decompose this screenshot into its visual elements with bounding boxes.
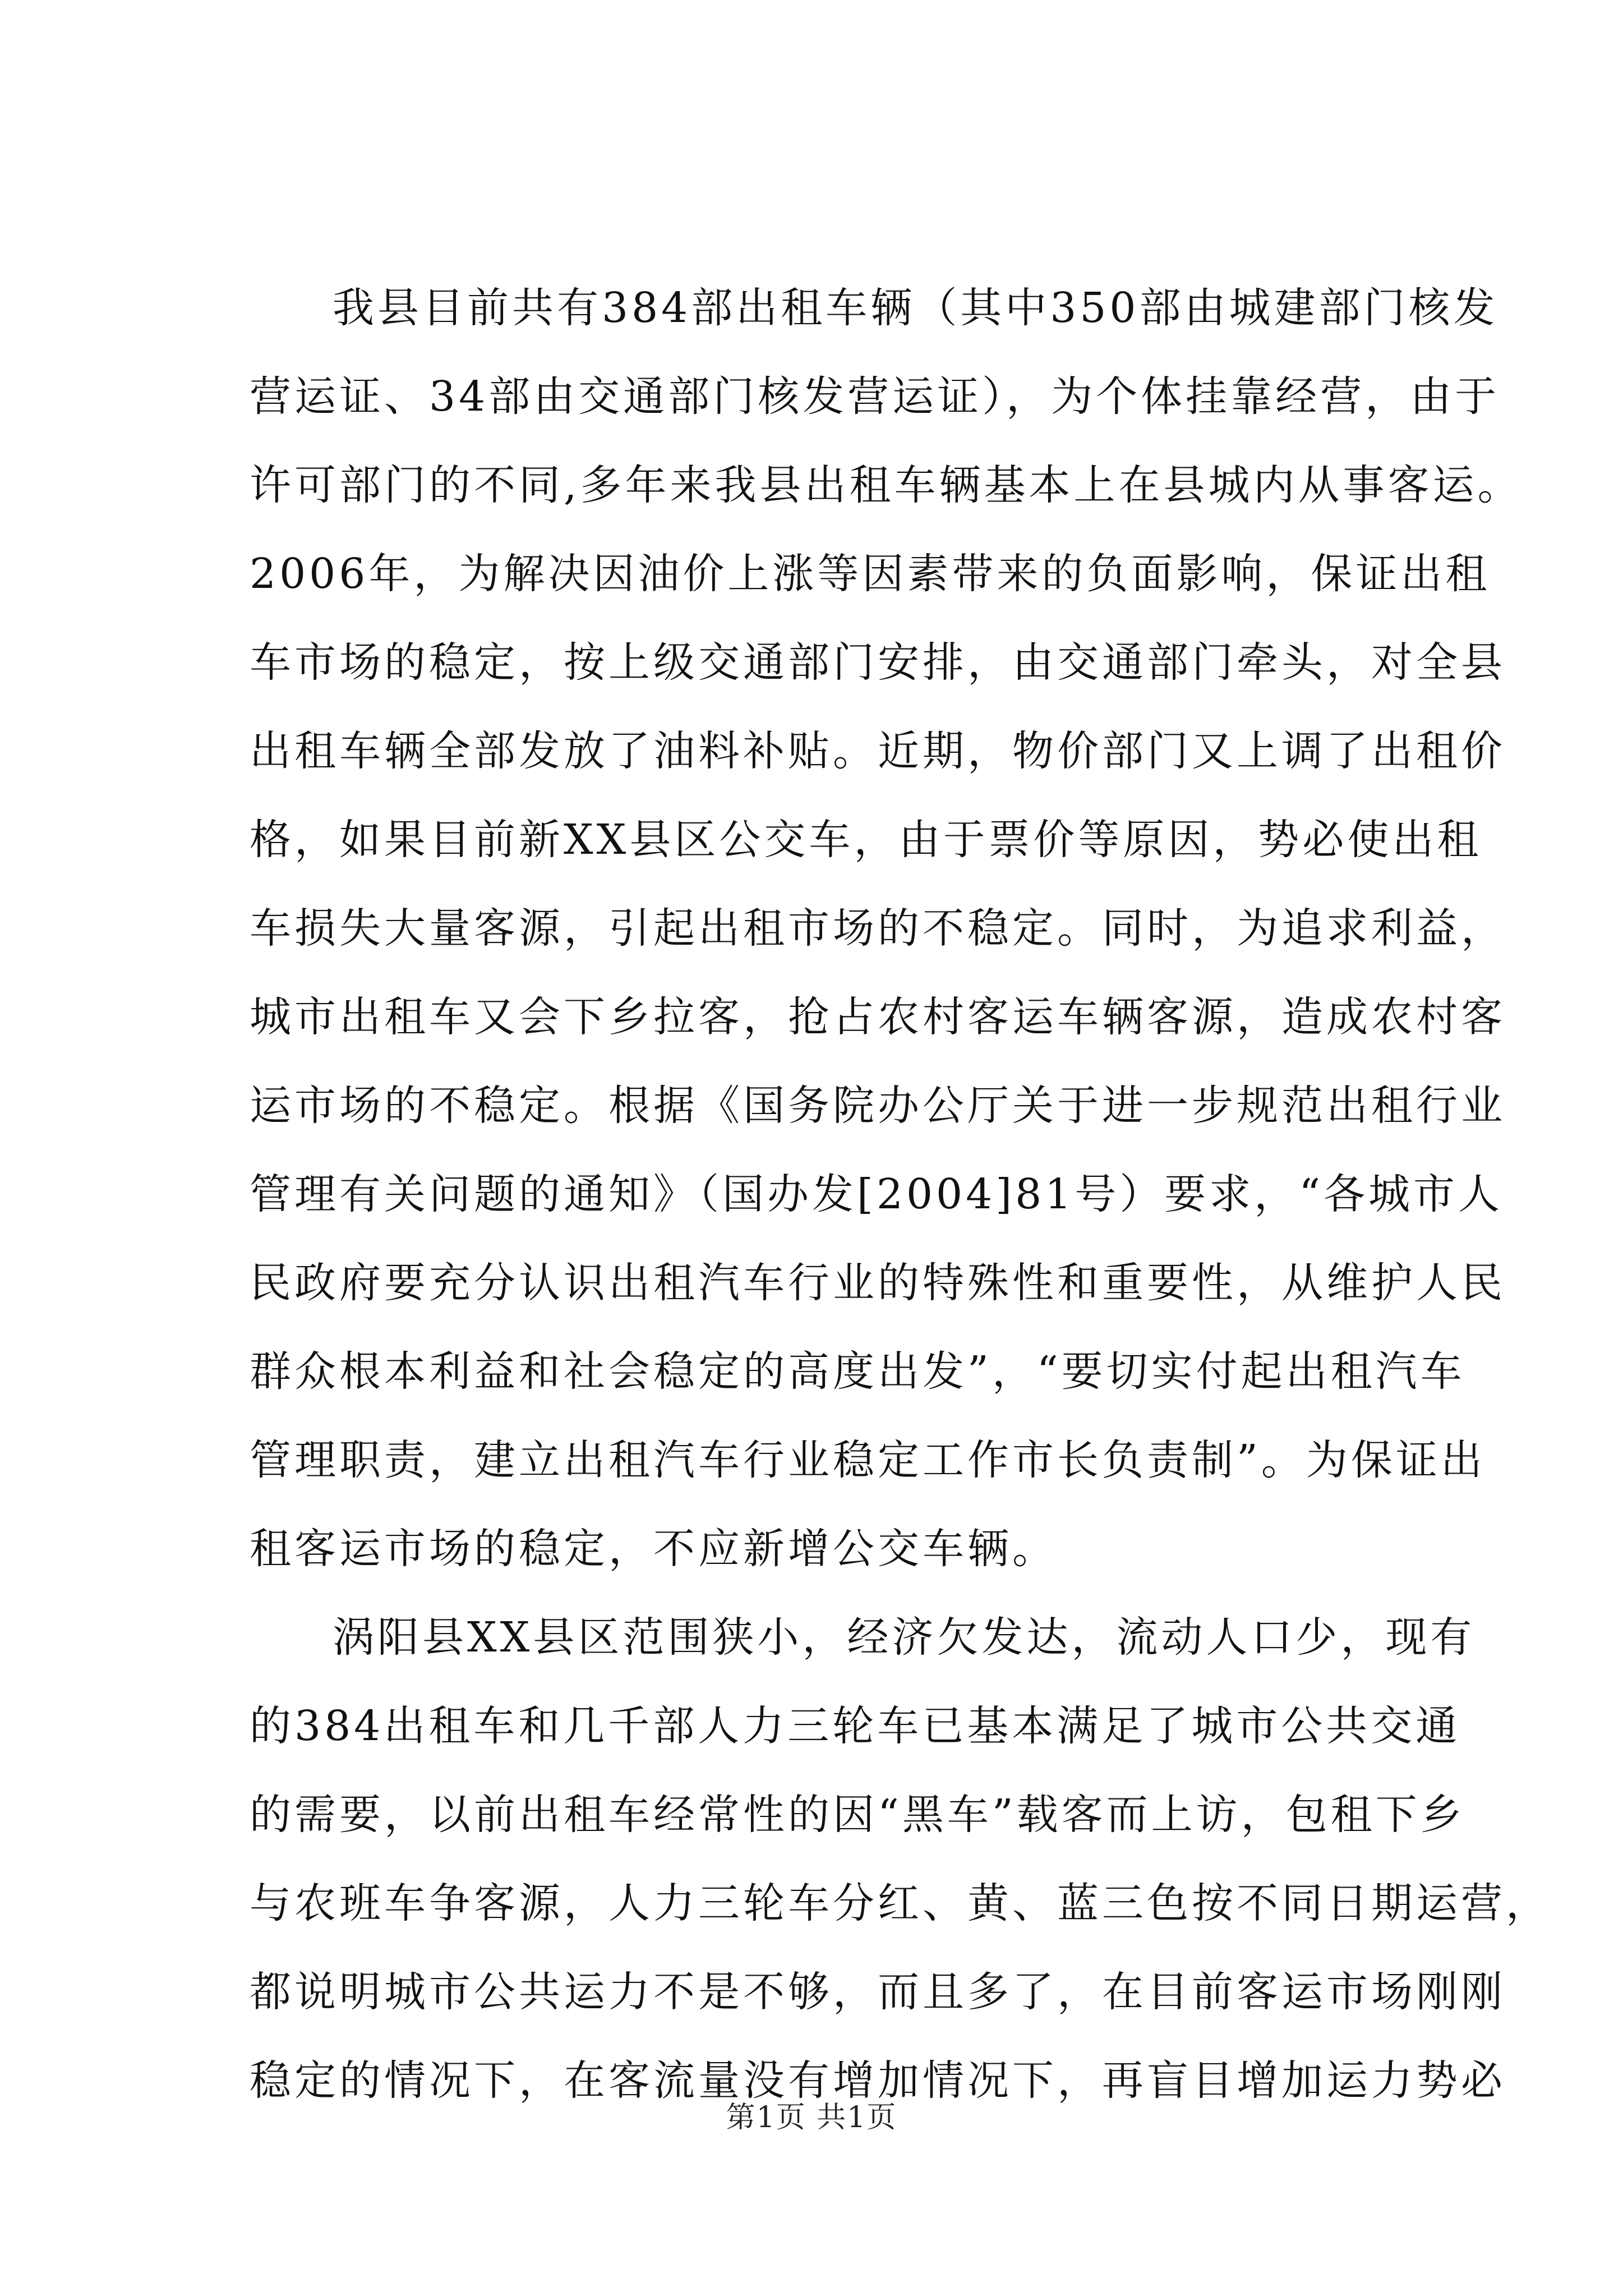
paragraph-1-line-1: 我县目前共有384部出租车辆（其中350部由城建部门核发 [333, 284, 1498, 332]
paragraph-1-line-12: 民政府要充分认识出租汽车行业的特殊性和重要性，从维护人民 [250, 1259, 1506, 1307]
paragraph-1-line-4: 2006年，为解决因油价上涨等因素带来的负面影响，保证出租 [250, 550, 1491, 598]
paragraph-1-line-5: 车市场的稳定，按上级交通部门安排，由交通部门牵头，对全县 [250, 638, 1506, 687]
paragraph-1-line-13: 群众根本利益和社会稳定的高度出发”，“要切实付起出租汽车 [250, 1347, 1465, 1396]
paragraph-2-line-4: 与农班车争客源，人力三轮车分红、黄、蓝三色按不同日期运营， [250, 1879, 1551, 1927]
paragraph-2-line-6: 稳定的情况下，在客流量没有增加情况下，再盲目增加运力势必 [250, 2056, 1506, 2105]
paragraph-2-line-2: 的384出租车和几千部人力三轮车已基本满足了城市公共交通 [250, 1702, 1461, 1750]
paragraph-1-line-9: 城市出租车又会下乡拉客，抢占农村客运车辆客源，造成农村客 [250, 993, 1506, 1041]
paragraph-1-line-10: 运市场的不稳定。根据《国务院办公厅关于进一步规范出租行业 [250, 1082, 1506, 1130]
paragraph-1-line-14: 管理职责，建立出租汽车行业稳定工作市长负责制”。为保证出 [250, 1436, 1486, 1484]
paragraph-1-line-11: 管理有关问题的通知》（国办发[2004]81号）要求，“各城市人 [250, 1170, 1504, 1218]
paragraph-1-line-6: 出租车辆全部发放了油料补贴。近期，物价部门又上调了出租价 [250, 727, 1506, 775]
page-number-footer: 第1页 共1页 [726, 2101, 897, 2134]
paragraph-2-line-5: 都说明城市公共运力不是不够，而且多了，在目前客运市场刚刚 [250, 1968, 1506, 2016]
paragraph-2-line-3: 的需要，以前出租车经常性的因“黑车”载客而上访，包租下乡 [250, 1791, 1465, 1839]
paragraph-1-line-8: 车损失大量客源，引起出租市场的不稳定。同时，为追求利益， [250, 904, 1506, 953]
document-body [250, 264, 1551, 2125]
paragraph-2-line-1: 涡阳县XX县区范围狭小，经济欠发达，流动人口少，现有 [333, 1613, 1476, 1662]
paragraph-1-line-3: 许可部门的不同,多年来我县出租车辆基本上在县城内从事客运。 [250, 461, 1523, 509]
paragraph-1-line-15: 租客运市场的稳定，不应新增公交车辆。 [250, 1525, 1057, 1573]
paragraph-1-line-2: 营运证、34部由交通部门核发营运证），为个体挂靠经营，由于 [250, 372, 1500, 421]
paragraph-1-line-7: 格，如果目前新XX县区公交车，由于票价等原因，势必使出租 [250, 816, 1482, 864]
